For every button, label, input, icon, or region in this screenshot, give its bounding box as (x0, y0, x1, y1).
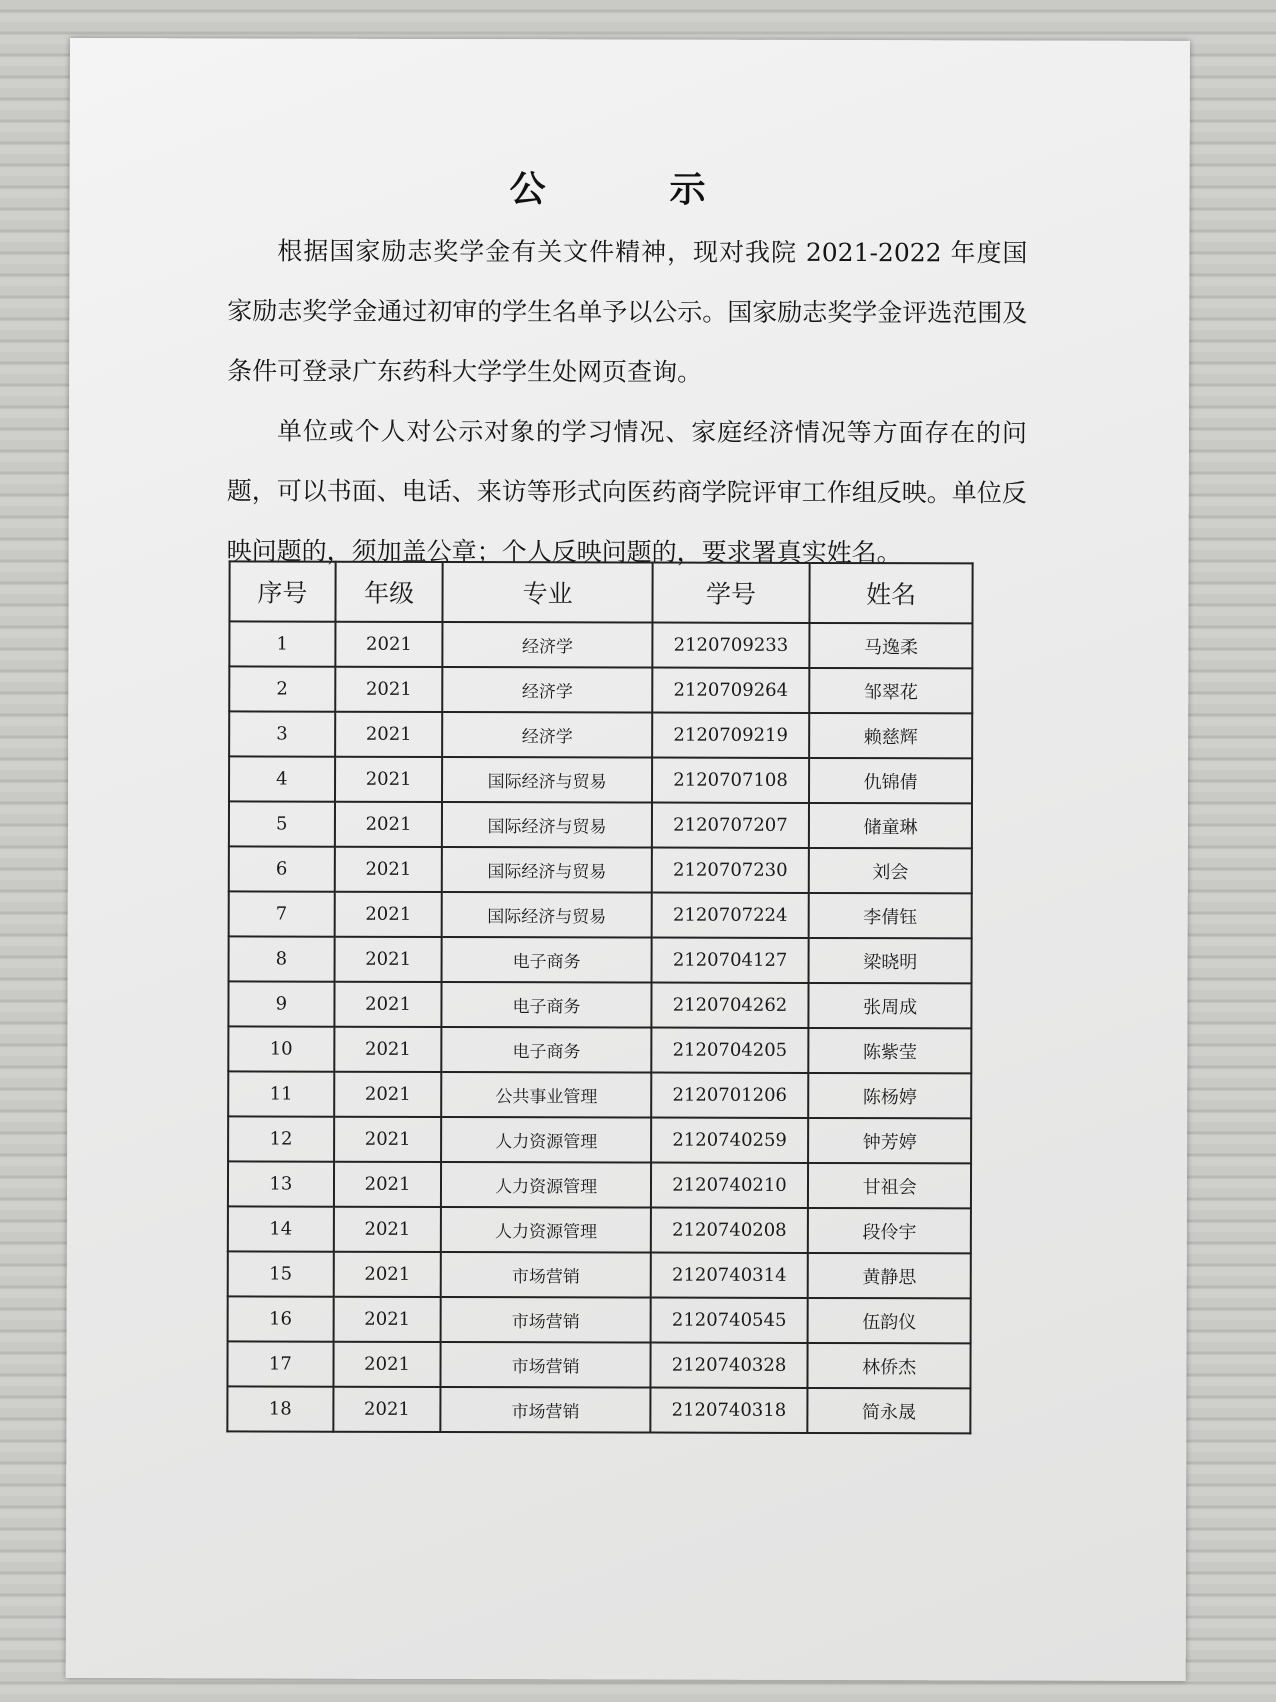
cell-grade: 2021 (333, 1342, 441, 1387)
cell-grade: 2021 (334, 937, 442, 982)
table-header-row (229, 561, 972, 623)
cell-name: 仇锦倩 (809, 758, 972, 803)
table-row (227, 1341, 970, 1388)
cell-serial-number: 6 (229, 846, 335, 891)
cell-name: 钟芳婷 (808, 1118, 971, 1163)
table-row (228, 1116, 971, 1163)
table-row (228, 1161, 971, 1208)
cell-major: 人力资源管理 (441, 1207, 650, 1253)
cell-name: 陈紫莹 (809, 1028, 972, 1073)
cell-student-id: 2120707108 (652, 758, 810, 803)
table-row (228, 1026, 971, 1073)
cell-name: 邹翠花 (810, 668, 973, 713)
cell-name: 刘会 (809, 848, 972, 893)
cell-grade: 2021 (334, 982, 442, 1027)
cell-student-id: 2120707224 (651, 893, 809, 938)
cell-major: 电子商务 (442, 1027, 651, 1073)
cell-grade: 2021 (334, 847, 442, 892)
cell-major: 国际经济与贸易 (442, 757, 651, 803)
table-row (228, 1071, 971, 1118)
cell-major: 电子商务 (442, 982, 651, 1028)
cell-serial-number: 7 (229, 891, 335, 936)
table-row (229, 756, 972, 803)
cell-student-id: 2120740318 (650, 1388, 808, 1433)
notice-paragraph-feedback: 单位或个人对公示对象的学习情况、家庭经济情况等方面存在的问题，可以书面、电话、来访等形式向医药商学院评审工作组反映。单位反映问题的，须加盖公章；个人反映问题的，要求署真实姓名。 (226, 416, 1028, 568)
table-row (228, 1296, 971, 1343)
table-row (228, 1251, 971, 1298)
cell-student-id: 2120709219 (652, 713, 810, 758)
cell-student-id: 2120704127 (651, 938, 809, 983)
cell-major: 市场营销 (441, 1297, 650, 1343)
table-body (227, 621, 972, 1433)
cell-serial-number: 12 (228, 1116, 334, 1161)
cell-serial-number: 5 (229, 801, 335, 846)
header-serial-number: 序号 (229, 561, 335, 621)
cell-major: 公共事业管理 (442, 1072, 651, 1118)
cell-student-id: 2120709264 (652, 668, 810, 713)
cell-serial-number: 4 (229, 756, 335, 801)
cell-student-id: 2120707207 (652, 803, 810, 848)
cell-name: 段伶宇 (808, 1208, 971, 1253)
cell-major: 国际经济与贸易 (442, 847, 651, 893)
cell-grade: 2021 (335, 667, 443, 712)
cell-grade: 2021 (333, 1297, 441, 1342)
cell-grade: 2021 (334, 1072, 442, 1117)
header-student-id: 学号 (652, 563, 810, 623)
table-row (229, 621, 972, 668)
cell-grade: 2021 (334, 1027, 442, 1072)
notice-title: 公 示 (509, 169, 750, 211)
table-row (229, 936, 972, 983)
cell-student-id: 2120704262 (651, 983, 809, 1028)
cell-serial-number: 14 (228, 1206, 334, 1251)
cell-student-id: 2120740314 (650, 1253, 808, 1298)
cell-student-id: 2120707230 (652, 848, 810, 893)
table-row (229, 711, 972, 758)
cell-serial-number: 9 (228, 981, 334, 1026)
cell-grade: 2021 (335, 802, 443, 847)
notice-paper (66, 38, 1190, 1681)
cell-name: 储童琳 (809, 803, 972, 848)
cell-major: 国际经济与贸易 (442, 802, 651, 848)
cell-serial-number: 3 (229, 711, 335, 756)
table-row (229, 846, 972, 893)
cell-major: 市场营销 (441, 1342, 650, 1388)
cell-name: 赖慈辉 (809, 713, 972, 758)
cell-grade: 2021 (334, 1162, 442, 1207)
cell-major: 市场营销 (441, 1387, 650, 1433)
cell-grade: 2021 (335, 712, 443, 757)
cell-name: 陈杨婷 (808, 1073, 971, 1118)
cell-student-id: 2120740208 (651, 1208, 809, 1253)
cell-name: 李倩钰 (809, 893, 972, 938)
cell-serial-number: 16 (228, 1296, 334, 1341)
cell-major: 经济学 (443, 712, 652, 758)
cell-name: 伍韵仪 (808, 1298, 971, 1343)
cell-student-id: 2120704205 (651, 1028, 809, 1073)
cell-name: 林侨杰 (808, 1343, 971, 1388)
cell-student-id: 2120709233 (652, 623, 810, 668)
cell-serial-number: 2 (229, 666, 335, 711)
scholarship-roster-table (226, 560, 973, 1434)
table-row (228, 1206, 971, 1253)
cell-grade: 2021 (334, 1207, 442, 1252)
cell-student-id: 2120740545 (650, 1298, 808, 1343)
cell-student-id: 2120701206 (651, 1073, 809, 1118)
cell-major: 市场营销 (441, 1252, 650, 1298)
cell-grade: 2021 (335, 757, 443, 802)
table-row (229, 666, 972, 713)
cell-name: 马逸柔 (810, 623, 973, 668)
cell-major: 电子商务 (442, 937, 651, 983)
header-major: 专业 (443, 562, 652, 623)
cell-serial-number: 17 (227, 1341, 333, 1386)
cell-grade: 2021 (334, 1117, 442, 1162)
cell-name: 简永晟 (808, 1388, 971, 1433)
cell-serial-number: 15 (228, 1251, 334, 1296)
cell-student-id: 2120740328 (650, 1343, 808, 1388)
header-grade: 年级 (335, 562, 443, 622)
table-row (227, 1386, 970, 1433)
cell-name: 黄静思 (808, 1253, 971, 1298)
cell-major: 人力资源管理 (442, 1117, 651, 1163)
table-row (229, 801, 972, 848)
header-name: 姓名 (810, 563, 973, 623)
cell-major: 经济学 (443, 667, 652, 713)
cell-name: 张周成 (809, 983, 972, 1028)
cell-student-id: 2120740210 (651, 1163, 809, 1208)
cell-grade: 2021 (335, 622, 443, 667)
cell-grade: 2021 (334, 892, 442, 937)
table-row (229, 891, 972, 938)
cell-name: 甘祖会 (808, 1163, 971, 1208)
notice-paragraph-basis: 根据国家励志奖学金有关文件精神，现对我院 2021-2022 年度国家励志奖学金通过初审的学生名单予以公示。国家励志奖学金评选范围及条件可登录广东药科大学学生处网页查询。 (227, 236, 1028, 387)
cell-serial-number: 13 (228, 1161, 334, 1206)
cell-serial-number: 11 (228, 1071, 334, 1116)
cell-serial-number: 10 (228, 1026, 334, 1071)
cell-serial-number: 8 (229, 936, 335, 981)
table-row (228, 981, 971, 1028)
cell-name: 梁晓明 (809, 938, 972, 983)
cell-major: 国际经济与贸易 (442, 892, 651, 938)
cell-serial-number: 1 (229, 621, 335, 666)
cell-grade: 2021 (333, 1387, 441, 1432)
cell-grade: 2021 (333, 1252, 441, 1297)
cell-major: 人力资源管理 (441, 1162, 650, 1208)
cell-serial-number: 18 (227, 1386, 333, 1431)
cell-major: 经济学 (443, 622, 652, 668)
cell-student-id: 2120740259 (651, 1118, 809, 1163)
